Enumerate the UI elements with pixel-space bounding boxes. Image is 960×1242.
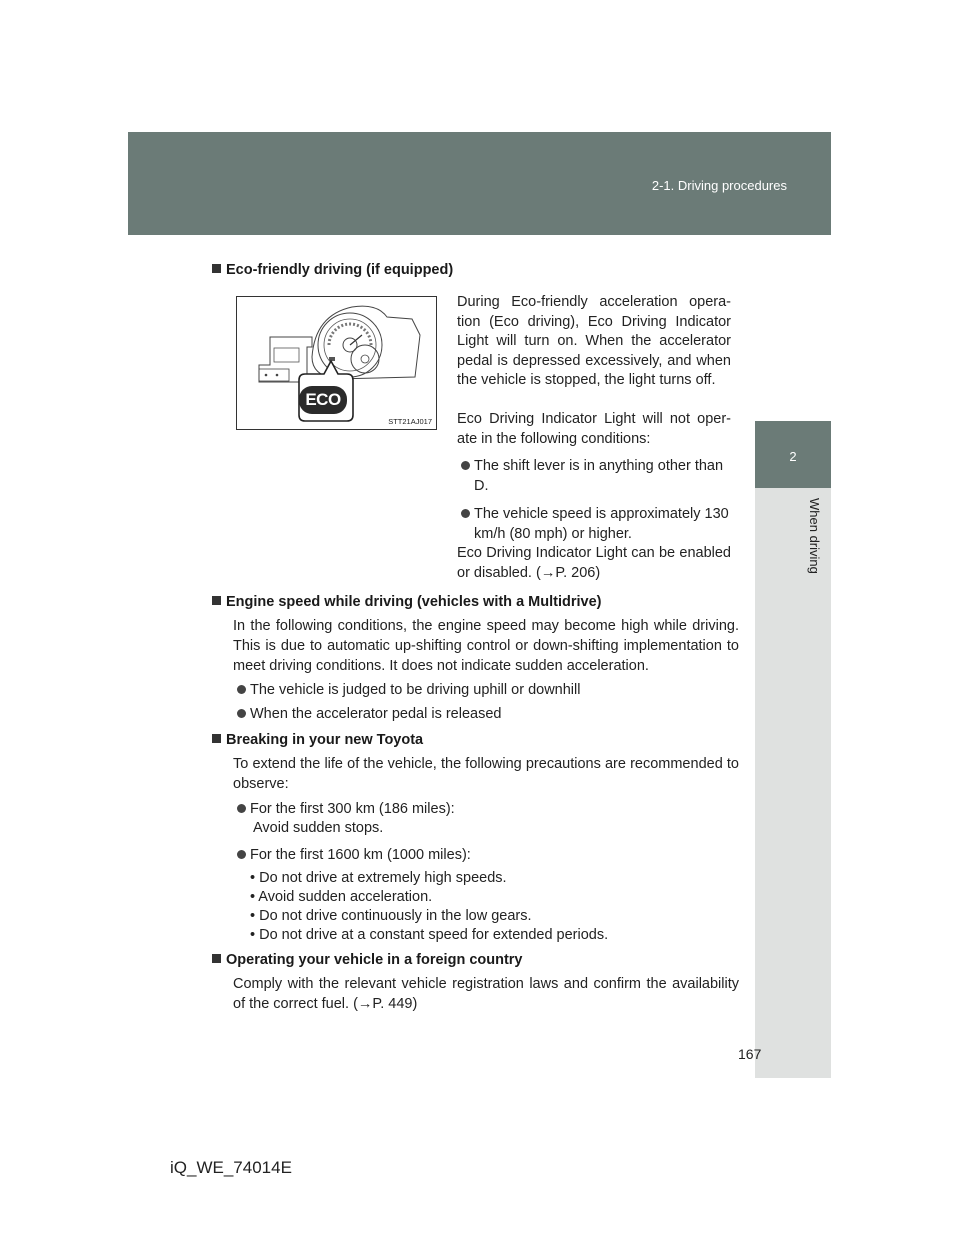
bullet-icon <box>237 685 246 694</box>
sub-list-item: • Do not drive at extremely high speeds. <box>250 870 507 886</box>
eco-badge: ECO <box>299 386 347 414</box>
foreign-heading-text: Operating your vehicle in a foreign country <box>226 952 523 968</box>
list-item: The vehicle speed is approximately 130 km/h (80 mph) or higher. <box>461 504 733 544</box>
eco-paragraph-1: During Eco-friendly acceleration opera-tion (Eco driving), Eco Driving Indicator Light will turn on. When the accelerator pedal is depressed excessively, and when the vehicle is stopped, the light turns off. <box>457 294 731 389</box>
breaking-heading <box>210 731 423 749</box>
foreign-heading <box>210 951 523 969</box>
eco-paragraph-2: Eco Driving Indicator Light will not oper-ate in the following conditions: <box>457 411 731 447</box>
figure-label: STT21AJ017 <box>388 417 432 426</box>
list-item: For the first 300 km (186 miles): <box>237 799 737 819</box>
bullet-icon <box>461 461 470 470</box>
engine-heading <box>210 593 601 611</box>
chapter-label: When driving <box>807 498 822 574</box>
breaking-heading-text: Breaking in your new Toyota <box>226 732 424 748</box>
list-item: When the accelerator pedal is released <box>237 704 737 724</box>
sub-list-item: • Avoid sudden acceleration. <box>250 889 433 905</box>
square-bullet-icon <box>212 954 221 963</box>
foreign-paragraph: Comply with the relevant vehicle registration laws and confirm the availability of the correct fuel. (→P. 449) <box>233 976 739 1012</box>
eco-heading <box>210 261 453 279</box>
engine-heading-text: Engine speed while driving (vehicles with a Multidrive) <box>226 594 602 610</box>
chapter-number: 2 <box>789 449 797 464</box>
bullet-icon <box>237 850 246 859</box>
list-item: The vehicle is judged to be driving uphill or downhill <box>237 680 737 700</box>
section-title: 2-1. Driving procedures <box>651 178 787 193</box>
page-number: 167 <box>738 1046 762 1062</box>
engine-paragraph: In the following conditions, the engine speed may become high while driving. This is due to automatic up-shifting control or down-shifting implementation to meet driving conditions. It does not indicate sudden acceleration. <box>233 618 739 674</box>
breaking-paragraph: To extend the life of the vehicle, the following precautions are recommended to observe: <box>233 756 739 792</box>
sub-list-item: • Do not drive at a constant speed for extended periods. <box>250 927 609 943</box>
sub-list-item: • Do not drive continuously in the low gears. <box>250 908 532 924</box>
square-bullet-icon <box>212 734 221 743</box>
list-item: For the first 1600 km (1000 miles): <box>237 845 737 865</box>
bullet-icon <box>461 509 470 518</box>
document-code: iQ_WE_74014E <box>170 1158 292 1177</box>
square-bullet-icon <box>212 596 221 605</box>
eco-paragraph-3: Eco Driving Indicator Light can be enabled or disabled. (→P. 206) <box>457 545 731 581</box>
list-item: The shift lever is in anything other than D. <box>461 456 733 496</box>
bullet-icon <box>237 804 246 813</box>
eco-heading-text: Eco-friendly driving (if equipped) <box>226 262 454 278</box>
eco-indicator-figure <box>236 296 437 430</box>
bullet-icon <box>237 709 246 718</box>
list-item-continuation: Avoid sudden stops. <box>253 820 384 836</box>
header-band <box>128 132 831 235</box>
chapter-tab <box>755 421 831 488</box>
square-bullet-icon <box>212 264 221 273</box>
